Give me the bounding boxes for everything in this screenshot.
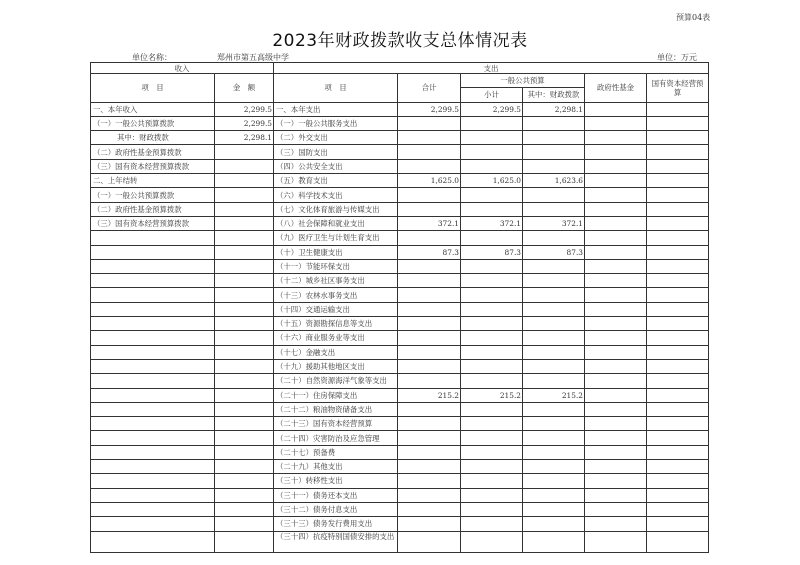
expense-item-cell: （二十一）住房保障支出 — [274, 388, 398, 402]
total-cell: 1,625.0 — [398, 174, 461, 188]
expense-item-cell: （十三）农林水事务支出 — [274, 288, 398, 302]
income-amount-cell — [215, 245, 274, 259]
table-row — [91, 502, 709, 516]
state-capital-cell — [647, 159, 709, 173]
expense-item-cell: （三十）转移性支出 — [274, 474, 398, 488]
table-row — [91, 245, 709, 259]
state-capital-cell — [647, 345, 709, 359]
expense-item-cell: （七）文化体育旅游与传媒支出 — [274, 202, 398, 216]
subtotal-header: 小计 — [461, 88, 523, 102]
income-item-cell — [91, 488, 215, 502]
expense-item-cell: （二十四）灾害防治及应急管理 — [274, 431, 398, 445]
state-capital-cell — [647, 460, 709, 474]
gov-fund-cell — [585, 517, 647, 531]
table-row — [91, 531, 709, 552]
income-item-cell — [91, 517, 215, 531]
subtotal-cell: 2,299.5 — [461, 102, 523, 116]
fiscal-allocation-cell — [523, 431, 585, 445]
income-item-cell — [91, 259, 215, 273]
state-capital-cell — [647, 317, 709, 331]
fiscal-allocation-cell — [523, 302, 585, 316]
income-amount-cell — [215, 460, 274, 474]
expense-item-cell: （二十）自然资源海洋气象等支出 — [274, 374, 398, 388]
gov-fund-cell — [585, 202, 647, 216]
expense-item-cell: （二十三）国有资本经营预算 — [274, 417, 398, 431]
fiscal-allocation-header: 其中：财政拨款 — [523, 88, 585, 102]
income-amount-cell — [215, 302, 274, 316]
income-amount-header: 金 额 — [215, 74, 274, 103]
fiscal-allocation-cell — [523, 259, 585, 273]
income-amount-cell — [215, 445, 274, 459]
total-cell — [398, 302, 461, 316]
table-row — [91, 402, 709, 416]
fiscal-allocation-cell — [523, 517, 585, 531]
income-amount-cell — [215, 288, 274, 302]
income-amount-cell — [215, 517, 274, 531]
income-item-cell — [91, 502, 215, 516]
gov-fund-cell — [585, 188, 647, 202]
fiscal-allocation-cell: 87.3 — [523, 245, 585, 259]
table-row — [91, 231, 709, 245]
subtotal-cell: 372.1 — [461, 216, 523, 230]
total-cell — [398, 331, 461, 345]
table-row — [91, 345, 709, 359]
fiscal-allocation-cell — [523, 374, 585, 388]
expense-item-cell: （十九）援助其他地区支出 — [274, 359, 398, 373]
gov-fund-header: 政府性基金 — [585, 74, 647, 103]
income-item-cell: 一、本年收入 — [91, 102, 215, 116]
income-item-cell: （一）一般公共预算拨款 — [91, 116, 215, 130]
state-capital-cell — [647, 331, 709, 345]
gov-fund-cell — [585, 288, 647, 302]
expense-item-cell: （十七）金融支出 — [274, 345, 398, 359]
table-row — [91, 159, 709, 173]
income-item-cell — [91, 402, 215, 416]
gov-fund-cell — [585, 402, 647, 416]
total-cell — [398, 517, 461, 531]
gov-fund-cell — [585, 359, 647, 373]
table-row — [91, 374, 709, 388]
subtotal-cell — [461, 145, 523, 159]
fiscal-allocation-cell — [523, 131, 585, 145]
subtotal-cell: 215.2 — [461, 388, 523, 402]
gov-fund-cell — [585, 259, 647, 273]
expense-item-cell: （三十二）债务付息支出 — [274, 502, 398, 516]
income-item-cell — [91, 374, 215, 388]
state-capital-cell — [647, 517, 709, 531]
subtotal-cell — [461, 317, 523, 331]
income-group-header: 收入 — [91, 63, 274, 74]
state-capital-cell — [647, 188, 709, 202]
fiscal-allocation-cell — [523, 159, 585, 173]
gov-fund-cell — [585, 488, 647, 502]
gov-fund-cell — [585, 274, 647, 288]
income-item-cell — [91, 431, 215, 445]
state-capital-cell — [647, 288, 709, 302]
fiscal-allocation-cell — [523, 116, 585, 130]
total-cell — [398, 259, 461, 273]
income-item-cell: （二）政府性基金预算拨款 — [91, 145, 215, 159]
total-cell — [398, 431, 461, 445]
total-cell — [398, 317, 461, 331]
income-amount-cell — [215, 417, 274, 431]
gov-fund-cell — [585, 302, 647, 316]
subtotal-cell — [461, 159, 523, 173]
fiscal-allocation-cell — [523, 359, 585, 373]
total-cell — [398, 460, 461, 474]
income-amount-cell: 2,299.5 — [215, 102, 274, 116]
unit-name-label: 单位名称： — [132, 53, 172, 62]
subtotal-cell — [461, 188, 523, 202]
income-amount-cell — [215, 474, 274, 488]
gov-fund-cell — [585, 388, 647, 402]
subtotal-cell — [461, 302, 523, 316]
income-item-cell: （三）国有资本经营预算拨款 — [91, 216, 215, 230]
expense-item-cell: （六）科学技术支出 — [274, 188, 398, 202]
fiscal-allocation-cell: 1,623.6 — [523, 174, 585, 188]
table-row — [91, 288, 709, 302]
state-capital-cell — [647, 431, 709, 445]
currency-unit: 单位：万元 — [657, 53, 697, 62]
subtotal-cell — [461, 374, 523, 388]
gov-fund-cell — [585, 502, 647, 516]
subtotal-cell — [461, 331, 523, 345]
state-capital-cell — [647, 231, 709, 245]
income-item-cell — [91, 331, 215, 345]
gov-fund-cell — [585, 102, 647, 116]
income-amount-cell — [215, 402, 274, 416]
state-capital-cell — [647, 388, 709, 402]
gov-fund-cell — [585, 531, 647, 552]
state-capital-cell — [647, 445, 709, 459]
table-row — [91, 259, 709, 273]
income-item-cell — [91, 317, 215, 331]
expense-item-cell: （十一）节能环保支出 — [274, 259, 398, 273]
total-cell: 2,299.5 — [398, 102, 461, 116]
general-budget-header: 一般公共预算 — [461, 74, 585, 88]
income-item-cell — [91, 288, 215, 302]
table-row — [91, 188, 709, 202]
income-item-cell — [91, 302, 215, 316]
table-row — [91, 445, 709, 459]
page-title: 2023年财政拨款收支总体情况表 — [272, 31, 528, 51]
state-capital-cell — [647, 374, 709, 388]
fiscal-allocation-cell — [523, 502, 585, 516]
fiscal-allocation-cell — [523, 145, 585, 159]
income-amount-cell — [215, 145, 274, 159]
fiscal-allocation-cell — [523, 402, 585, 416]
subtotal-cell — [461, 345, 523, 359]
expense-item-cell: （三十四）抗疫特别国债安排的支出 — [274, 531, 398, 552]
fiscal-allocation-cell — [523, 288, 585, 302]
income-item-cell: 其中：财政拨款 — [91, 131, 215, 145]
income-item-cell — [91, 460, 215, 474]
state-capital-cell — [647, 174, 709, 188]
total-cell: 87.3 — [398, 245, 461, 259]
subtotal-cell — [461, 274, 523, 288]
table-row — [91, 302, 709, 316]
state-capital-cell — [647, 359, 709, 373]
total-cell — [398, 116, 461, 130]
total-cell — [398, 345, 461, 359]
expense-item-cell: （三十三）债务发行费用支出 — [274, 517, 398, 531]
fiscal-allocation-cell — [523, 474, 585, 488]
subtotal-cell — [461, 417, 523, 431]
state-capital-cell — [647, 202, 709, 216]
income-item-cell: （二）政府性基金预算拨款 — [91, 202, 215, 216]
expense-item-cell: （二十二）粮油物资储备支出 — [274, 402, 398, 416]
subtotal-cell — [461, 131, 523, 145]
state-capital-cell — [647, 274, 709, 288]
subtotal-cell — [461, 288, 523, 302]
total-cell — [398, 145, 461, 159]
state-capital-cell — [647, 245, 709, 259]
income-amount-cell — [215, 345, 274, 359]
income-item-cell — [91, 359, 215, 373]
gov-fund-cell — [585, 317, 647, 331]
total-cell — [398, 202, 461, 216]
total-cell — [398, 402, 461, 416]
state-capital-cell — [647, 259, 709, 273]
income-amount-cell — [215, 202, 274, 216]
table-row — [91, 431, 709, 445]
fiscal-allocation-cell — [523, 460, 585, 474]
total-cell — [398, 445, 461, 459]
gov-fund-cell — [585, 159, 647, 173]
gov-fund-cell — [585, 431, 647, 445]
income-amount-cell — [215, 188, 274, 202]
table-row — [91, 174, 709, 188]
expense-item-cell: （十四）交通运输支出 — [274, 302, 398, 316]
subtotal-cell: 1,625.0 — [461, 174, 523, 188]
subtotal-cell — [461, 517, 523, 531]
fiscal-allocation-cell: 215.2 — [523, 388, 585, 402]
total-cell — [398, 488, 461, 502]
income-item-cell — [91, 417, 215, 431]
total-cell — [398, 231, 461, 245]
expense-item-cell: （九）医疗卫生与计划生育支出 — [274, 231, 398, 245]
income-amount-cell — [215, 317, 274, 331]
expense-item-header: 项 目 — [274, 74, 398, 103]
gov-fund-cell — [585, 116, 647, 130]
state-capital-cell — [647, 474, 709, 488]
income-amount-cell — [215, 274, 274, 288]
income-amount-cell: 2,298.1 — [215, 131, 274, 145]
state-capital-cell — [647, 502, 709, 516]
state-capital-cell — [647, 531, 709, 552]
income-amount-cell — [215, 359, 274, 373]
income-amount-cell — [215, 502, 274, 516]
table-row — [91, 388, 709, 402]
expense-item-cell: （二十九）其他支出 — [274, 460, 398, 474]
gov-fund-cell — [585, 231, 647, 245]
table-row — [91, 517, 709, 531]
gov-fund-cell — [585, 131, 647, 145]
expense-item-cell: （四）公共安全支出 — [274, 159, 398, 173]
total-cell — [398, 159, 461, 173]
table-row — [91, 216, 709, 230]
fiscal-allocation-cell — [523, 331, 585, 345]
table-row — [91, 331, 709, 345]
state-capital-cell — [647, 116, 709, 130]
table-row — [91, 116, 709, 130]
table-row — [91, 474, 709, 488]
expense-item-cell: （二十七）预备费 — [274, 445, 398, 459]
expense-item-cell: （五）教育支出 — [274, 174, 398, 188]
income-item-cell: （一）一般公共预算拨款 — [91, 188, 215, 202]
subtotal-cell — [461, 531, 523, 552]
total-header: 合计 — [398, 74, 461, 103]
income-amount-cell — [215, 374, 274, 388]
expense-item-cell: （三十一）债务还本支出 — [274, 488, 398, 502]
fiscal-allocation-cell — [523, 488, 585, 502]
expense-item-cell: （十六）商业服务业等支出 — [274, 331, 398, 345]
fiscal-allocation-cell — [523, 274, 585, 288]
income-item-cell: （三）国有资本经营预算拨款 — [91, 159, 215, 173]
gov-fund-cell — [585, 331, 647, 345]
subtotal-cell — [461, 259, 523, 273]
state-capital-cell — [647, 417, 709, 431]
table-row — [91, 317, 709, 331]
income-item-cell: 二、上年结转 — [91, 174, 215, 188]
state-capital-cell — [647, 402, 709, 416]
expense-item-cell: （一）一般公共服务支出 — [274, 116, 398, 130]
income-amount-cell — [215, 331, 274, 345]
expense-item-cell: （二）外交支出 — [274, 131, 398, 145]
total-cell — [398, 131, 461, 145]
total-cell — [398, 502, 461, 516]
total-cell — [398, 417, 461, 431]
income-amount-cell — [215, 216, 274, 230]
gov-fund-cell — [585, 145, 647, 159]
subtotal-cell — [461, 116, 523, 130]
gov-fund-cell — [585, 245, 647, 259]
income-amount-cell — [215, 531, 274, 552]
expense-item-cell: 一、本年支出 — [274, 102, 398, 116]
income-amount-cell — [215, 159, 274, 173]
income-amount-cell — [215, 259, 274, 273]
state-capital-header: 国有资本经营预算 — [647, 74, 709, 103]
gov-fund-cell — [585, 474, 647, 488]
expense-group-header: 支出 — [274, 63, 709, 74]
fiscal-allocation-cell — [523, 317, 585, 331]
income-item-cell — [91, 274, 215, 288]
total-cell — [398, 274, 461, 288]
subtotal-cell — [461, 445, 523, 459]
subtotal-cell — [461, 460, 523, 474]
income-amount-cell — [215, 388, 274, 402]
fiscal-allocation-cell — [523, 231, 585, 245]
income-item-cell — [91, 445, 215, 459]
subtotal-cell — [461, 202, 523, 216]
total-cell — [398, 188, 461, 202]
fiscal-allocation-cell — [523, 531, 585, 552]
gov-fund-cell — [585, 216, 647, 230]
income-item-cell — [91, 531, 215, 552]
fiscal-allocation-cell: 2,298.1 — [523, 102, 585, 116]
state-capital-cell — [647, 216, 709, 230]
expense-item-cell: （十二）城乡社区事务支出 — [274, 274, 398, 288]
subtotal-cell — [461, 488, 523, 502]
table-row — [91, 359, 709, 373]
subtotal-cell — [461, 474, 523, 488]
income-item-header: 项 目 — [91, 74, 215, 103]
expense-item-cell: （八）社会保障和就业支出 — [274, 216, 398, 230]
gov-fund-cell — [585, 345, 647, 359]
income-item-cell — [91, 245, 215, 259]
fiscal-allocation-cell — [523, 188, 585, 202]
table-row — [91, 488, 709, 502]
table-row — [91, 274, 709, 288]
total-cell — [398, 531, 461, 552]
total-cell — [398, 474, 461, 488]
state-capital-cell — [647, 488, 709, 502]
income-item-cell — [91, 231, 215, 245]
table-row — [91, 417, 709, 431]
total-cell: 215.2 — [398, 388, 461, 402]
total-cell — [398, 374, 461, 388]
fiscal-allocation-cell — [523, 345, 585, 359]
gov-fund-cell — [585, 417, 647, 431]
fiscal-allocation-cell — [523, 417, 585, 431]
table-row — [91, 460, 709, 474]
gov-fund-cell — [585, 174, 647, 188]
table-row — [91, 102, 709, 116]
state-capital-cell — [647, 131, 709, 145]
income-amount-cell — [215, 488, 274, 502]
subtotal-cell: 87.3 — [461, 245, 523, 259]
subtotal-cell — [461, 502, 523, 516]
budget-table — [90, 62, 709, 553]
income-amount-cell — [215, 431, 274, 445]
income-item-cell — [91, 474, 215, 488]
form-number: 预算04表 — [676, 13, 711, 22]
gov-fund-cell — [585, 460, 647, 474]
fiscal-allocation-cell: 372.1 — [523, 216, 585, 230]
income-amount-cell — [215, 231, 274, 245]
subtotal-cell — [461, 402, 523, 416]
subtotal-cell — [461, 431, 523, 445]
total-cell — [398, 288, 461, 302]
expense-item-cell: （十）卫生健康支出 — [274, 245, 398, 259]
table-row — [91, 131, 709, 145]
income-item-cell — [91, 345, 215, 359]
income-amount-cell: 2,299.5 — [215, 116, 274, 130]
income-amount-cell — [215, 174, 274, 188]
gov-fund-cell — [585, 374, 647, 388]
state-capital-cell — [647, 302, 709, 316]
expense-item-cell: （十五）资源勘探信息等支出 — [274, 317, 398, 331]
fiscal-allocation-cell — [523, 445, 585, 459]
unit-name-value: 郑州市第五高级中学 — [217, 53, 289, 62]
table-row — [91, 145, 709, 159]
total-cell — [398, 359, 461, 373]
state-capital-cell — [647, 145, 709, 159]
income-item-cell — [91, 388, 215, 402]
subtotal-cell — [461, 359, 523, 373]
total-cell: 372.1 — [398, 216, 461, 230]
state-capital-cell — [647, 102, 709, 116]
subtotal-cell — [461, 231, 523, 245]
fiscal-allocation-cell — [523, 202, 585, 216]
table-row — [91, 202, 709, 216]
expense-item-cell: （三）国防支出 — [274, 145, 398, 159]
gov-fund-cell — [585, 445, 647, 459]
